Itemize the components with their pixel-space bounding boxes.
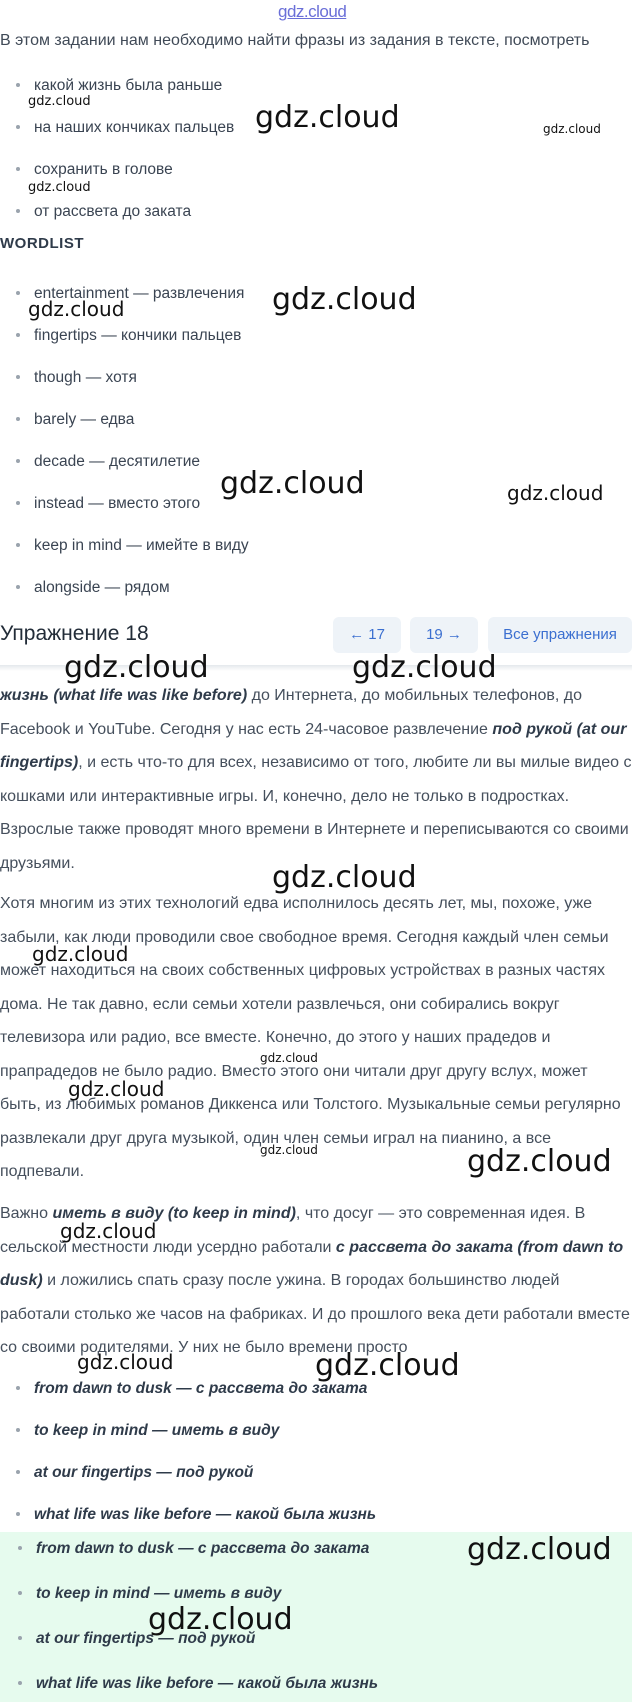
answer-item-text: at our fingertips — под рукой (36, 1630, 256, 1647)
watermark: gdz.cloud (260, 1051, 318, 1065)
wordlist-item (0, 453, 200, 471)
watermark: gdz.cloud (60, 1219, 157, 1243)
text-paragraph (0, 679, 632, 880)
watermark: gdz.cloud (507, 481, 604, 505)
list-item (0, 119, 234, 137)
watermark: gdz.cloud (28, 297, 125, 321)
all-exercises-button[interactable]: Все упражнения (488, 617, 632, 653)
bullet-icon (18, 1546, 22, 1550)
prev-exercise-button[interactable]: ← 17 (333, 617, 401, 653)
bullet-icon (16, 417, 20, 421)
match-item (0, 1464, 253, 1482)
bullet-icon (16, 543, 20, 547)
wordlist-item-text: barely — едва (34, 411, 135, 428)
bullet-icon (16, 1386, 20, 1390)
watermark: gdz.cloud (220, 466, 365, 501)
list-item-text: на наших кончиках пальцев (34, 119, 235, 136)
paragraph-text: до Интернета, до мобильных телефонов, до Facebook и YouTube. Сегодня у нас есть 24-часовое развлечение (0, 687, 583, 738)
wordlist-item-text: instead — вместо этого (34, 495, 201, 512)
watermark: gdz.cloud (77, 1350, 174, 1374)
bullet-icon (16, 501, 20, 505)
bullet-icon (16, 1470, 20, 1474)
bullet-icon (16, 585, 20, 589)
list-item (0, 161, 173, 179)
match-item-text: at our fingertips — под рукой (34, 1464, 254, 1481)
answer-item-text: from dawn to dusk — с рассвета до заката (36, 1540, 370, 1557)
wordlist-item (0, 369, 137, 387)
match-item-text: to keep in mind — иметь в виду (34, 1422, 280, 1439)
watermark: gdz.cloud (255, 100, 400, 135)
bullet-icon (16, 125, 20, 129)
paragraph-text: , что досуг — это современная идея. В сельской местности люди усердно работали (0, 1205, 586, 1256)
text-paragraph: Хотя многим из этих технологий едва исполнилось десять лет, мы, похоже, уже забыли, как люди проводили свое свободное время. Сегодня каждый член семьи может находиться на своих собственных цифровых устройствах в разных частях дома. Не так давно, если семьи хотели развлечься, они собирались вокруг телевизора или радио, все вместе. Конечно, до этого у наших прадедов и прапрадедов не было радио. Вместо этого они читали друг другу вслух, может быть, из любимых романов Диккенса или Толстого. Музыкальные семьи регулярно развлекали друг друга музыкой, один член семьи играл на пианино, а все подпевали. (0, 895, 621, 1180)
bullet-icon (16, 83, 20, 87)
match-item (0, 1380, 367, 1398)
bullet-icon (16, 333, 20, 337)
highlight-phrase: жизнь (what life was like before) (0, 687, 248, 704)
bullet-icon (16, 167, 20, 171)
watermark: gdz.cloud (272, 860, 417, 895)
answer-item (2, 1675, 378, 1693)
wordlist-item (0, 579, 170, 597)
intro-text: В этом задании нам необходимо найти фразы из задания в тексте, посмотреть (0, 32, 590, 49)
watermark: gdz.cloud (64, 650, 209, 685)
wordlist-item (0, 495, 200, 513)
bullet-icon (18, 1591, 22, 1595)
wordlist-item-text: though — хотя (34, 369, 137, 386)
bullet-icon (16, 1512, 20, 1516)
watermark: gdz.cloud (352, 650, 497, 685)
bullet-icon (16, 459, 20, 463)
watermark: gdz.cloud (543, 122, 601, 136)
next-exercise-button[interactable]: 19 → (410, 617, 478, 653)
match-item-text: what life was like before — какой была жизнь (34, 1506, 377, 1523)
wordlist-item (0, 327, 241, 345)
wordlist-item-text: decade — десятилетие (34, 453, 201, 470)
exercise-title: Упражнение 18 (0, 622, 149, 645)
highlight-phrase: иметь в виду (to keep in mind) (52, 1205, 296, 1222)
bullet-icon (16, 1428, 20, 1432)
bullet-icon (18, 1681, 22, 1685)
wordlist-heading: WORDLIST (0, 235, 84, 252)
watermark: gdz.cloud (467, 1532, 612, 1567)
list-item (0, 77, 222, 95)
bullet-icon (16, 375, 20, 379)
paragraph-text: и ложились спать сразу после ужина. В городах большинство людей работали столько же часов на фабриках. И до прошлого века дети работали вместе со своими родителями. У них не было времени просто (0, 1272, 630, 1356)
watermark: gdz.cloud (32, 942, 129, 966)
bullet-icon (16, 209, 20, 213)
watermark: gdz.cloud (28, 94, 91, 109)
list-item (0, 203, 191, 221)
answer-item (2, 1540, 369, 1558)
wordlist-item-text: keep in mind — имейте в виду (34, 537, 249, 554)
highlight-phrase: с рассвета до заката (from dawn to dusk) (0, 1238, 624, 1289)
match-item-text: from dawn to dusk — с рассвета до заката (34, 1380, 368, 1397)
bullet-icon (18, 1636, 22, 1640)
watermark: gdz.cloud (315, 1348, 460, 1383)
watermark: gdz.cloud (148, 1602, 293, 1637)
list-item-text: от рассвета до заката (34, 203, 192, 220)
watermark: gdz.cloud (28, 180, 91, 195)
match-item (0, 1506, 376, 1524)
wordlist-item (0, 411, 134, 429)
wordlist-item-text: entertainment — развлечения (34, 285, 245, 302)
list-item-text: сохранить в голове (34, 161, 173, 178)
match-item (0, 1422, 279, 1440)
paragraph-text: Важно (0, 1205, 53, 1222)
watermark: gdz.cloud (467, 1144, 612, 1179)
answer-item-text: to keep in mind — иметь в виду (36, 1585, 282, 1602)
list-item-text: какой жизнь была раньше (34, 77, 223, 94)
wordlist-item-text: fingertips — кончики пальцев (34, 327, 242, 344)
wordlist-item-text: alongside — рядом (34, 579, 170, 596)
wordlist-item (0, 537, 249, 555)
watermark: gdz.cloud (272, 282, 417, 317)
answer-item-text: what life was like before — какой была жизнь (36, 1675, 379, 1692)
site-logo[interactable]: gdz.cloud (278, 2, 347, 21)
highlight-phrase: под рукой (at our fingertips) (0, 720, 627, 771)
paragraph-text: , и есть что-то для всех, независимо от того, любите ли вы милые видео с кошками или интерактивные игры. И, конечно, дело не только в подростках. Взрослые также проводят много времени в Интернете и переписываются со своими друзьями. (0, 754, 632, 872)
watermark: gdz.cloud (68, 1077, 165, 1101)
answer-item (2, 1585, 281, 1603)
bullet-icon (16, 291, 20, 295)
watermark: gdz.cloud (260, 1143, 318, 1157)
